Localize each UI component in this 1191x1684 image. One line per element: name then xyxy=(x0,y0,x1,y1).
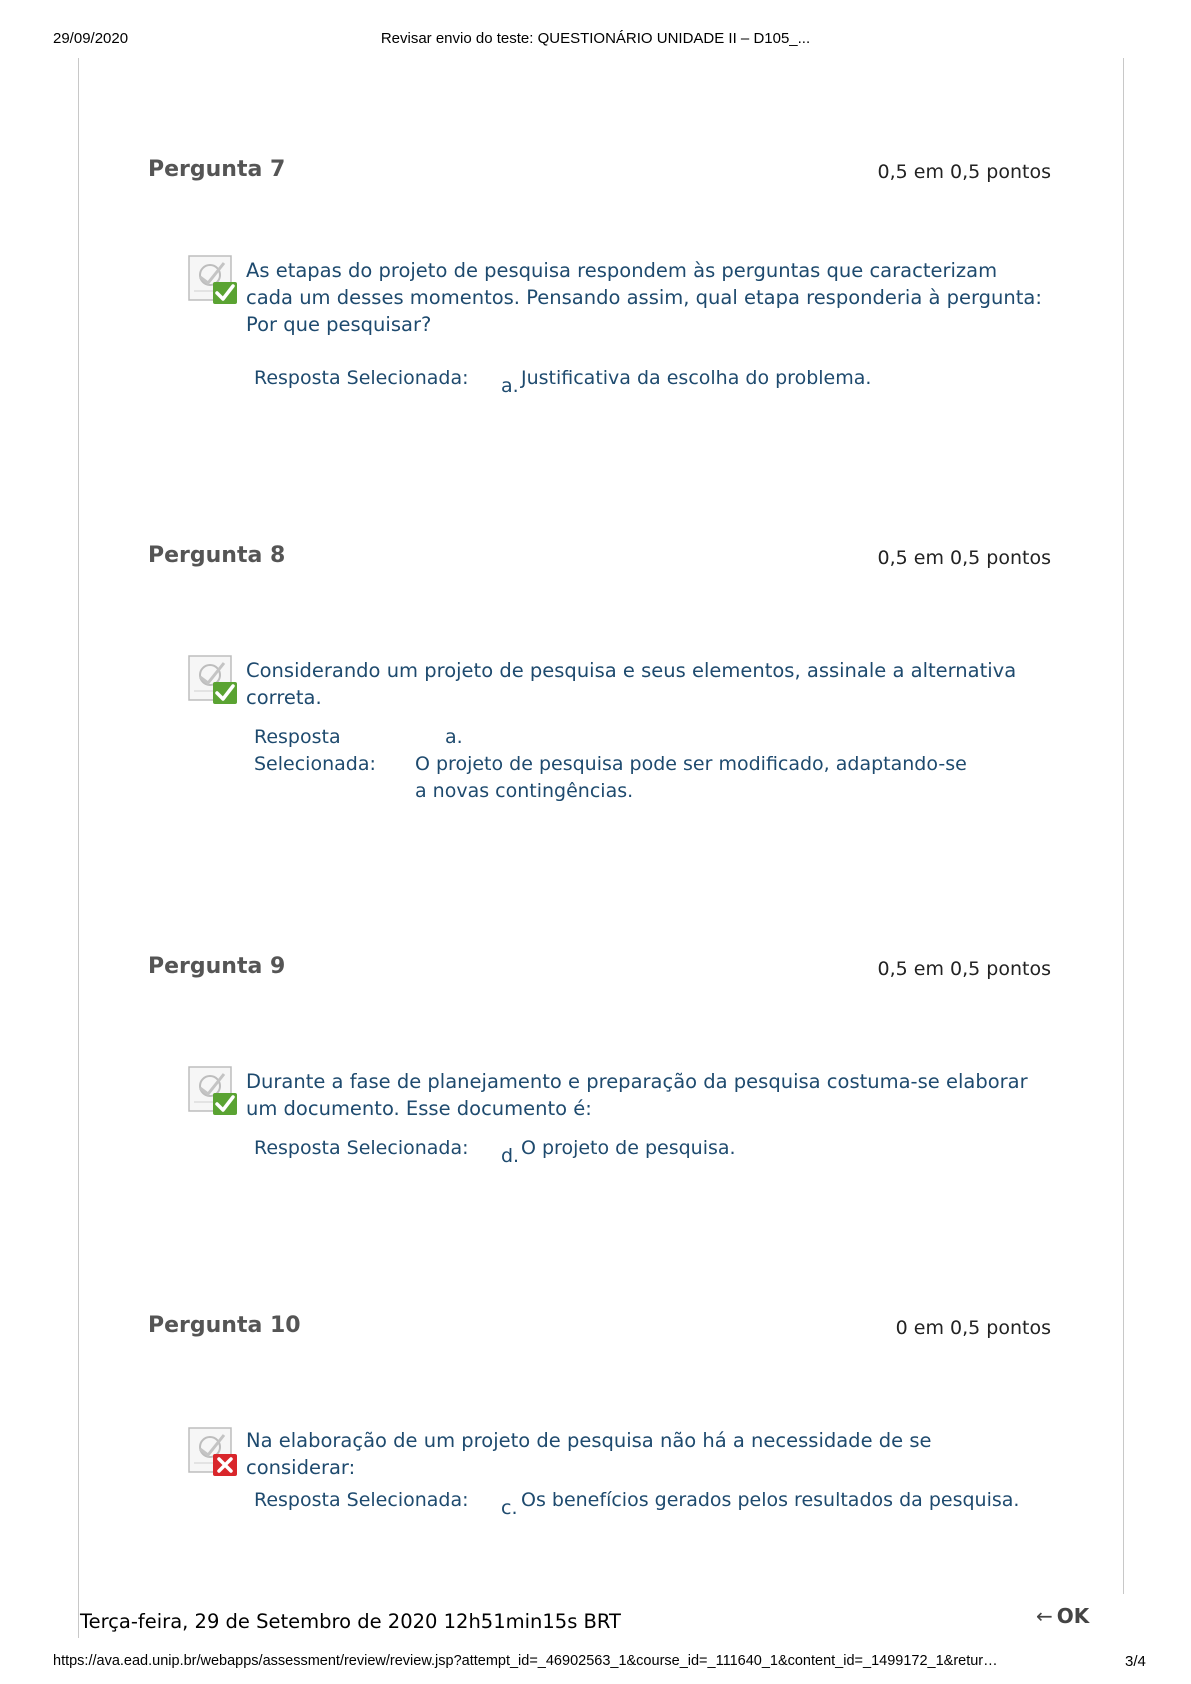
question-text: Considerando um projeto de pesquisa e seus elementos, assinale a alternativa correta. xyxy=(246,659,1017,709)
answer-label: Resposta Selecionada: xyxy=(254,367,469,389)
answer-label: Resposta Selecionada: xyxy=(254,1489,469,1511)
answer-text: O projeto de pesquisa pode ser modificado, adaptando-se a novas contingências. xyxy=(415,753,967,802)
question-text: Durante a fase de planejamento e preparação da pesquisa costuma-se elaborar um documento. Esse documento é: xyxy=(246,1070,1028,1120)
print-header xyxy=(0,30,1191,52)
content-border-left xyxy=(78,58,79,1638)
print-footer xyxy=(0,1653,1191,1675)
submission-date: Terça-feira, 29 de Setembro de 2020 12h51min15s BRT xyxy=(80,1610,621,1633)
answer-letter: a. xyxy=(445,726,463,748)
content-border-right xyxy=(1123,58,1124,1594)
print-url: https://ava.ead.unip.br/webapps/assessment/review/review.jsp?attempt_id=_46902563_1&course_id=_111640_1&content_id=_1499172_1&retur… xyxy=(53,1653,998,1669)
ok-button[interactable] xyxy=(1036,1604,1089,1628)
question-title: Pergunta 9 xyxy=(148,954,286,979)
question-score: 0 em 0,5 pontos xyxy=(895,1317,1051,1339)
answer-label: Resposta Selecionada: xyxy=(254,726,376,775)
print-title: Revisar envio do teste: QUESTIONÁRIO UNIDADE II – D105_... xyxy=(380,30,811,47)
question-score: 0,5 em 0,5 pontos xyxy=(877,161,1051,183)
arrow-left-icon: ← xyxy=(1036,1604,1053,1628)
ok-label: OK xyxy=(1056,1604,1090,1628)
print-date: 29/09/2020 xyxy=(53,30,129,47)
answer-label: Resposta Selecionada: xyxy=(254,1137,469,1159)
correct-answer-icon xyxy=(188,253,238,305)
correct-answer-icon xyxy=(188,1064,238,1116)
answer-letter: c. xyxy=(501,1497,518,1519)
correct-answer-icon xyxy=(188,653,238,705)
question-title: Pergunta 7 xyxy=(148,157,286,182)
answer-text: Justificativa da escolha do problema. xyxy=(521,367,872,389)
question-score: 0,5 em 0,5 pontos xyxy=(877,958,1051,980)
question-title: Pergunta 10 xyxy=(148,1313,301,1338)
question-score: 0,5 em 0,5 pontos xyxy=(877,547,1051,569)
answer-letter: a. xyxy=(501,375,519,397)
answer-text: O projeto de pesquisa. xyxy=(521,1137,736,1159)
question-title: Pergunta 8 xyxy=(148,543,286,568)
incorrect-answer-icon xyxy=(188,1425,238,1477)
question-text: As etapas do projeto de pesquisa respondem às perguntas que caracterizam cada um desses momentos. Pensando assim, qual etapa responderia à pergunta: Por que pesquisar? xyxy=(246,259,1042,336)
question-text: Na elaboração de um projeto de pesquisa não há a necessidade de se considerar: xyxy=(246,1429,932,1479)
print-page-number: 3/4 xyxy=(1125,1653,1146,1670)
answer-letter: d. xyxy=(501,1145,520,1167)
answer-text: Os benefícios gerados pelos resultados da pesquisa. xyxy=(521,1489,1020,1511)
